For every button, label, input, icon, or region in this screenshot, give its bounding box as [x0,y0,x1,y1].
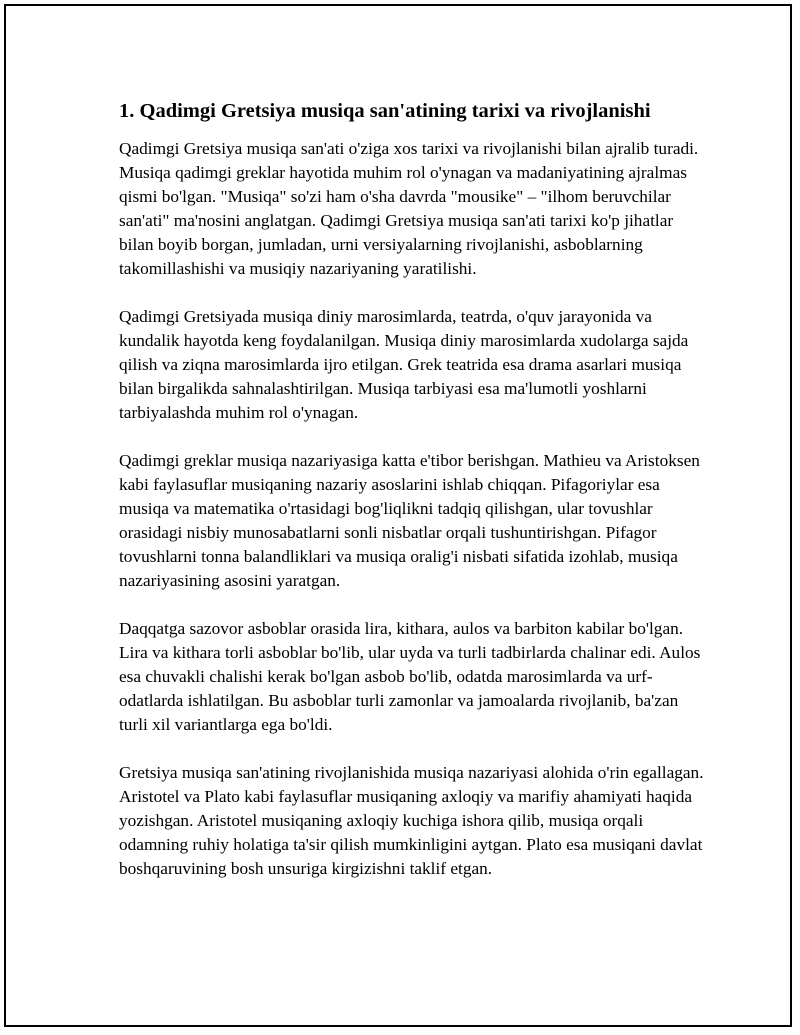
page-frame [4,4,792,1027]
paragraph-1: Qadimgi Gretsiya musiqa san'ati o'ziga xos tarixi va rivojlanishi bilan ajralib turadi. Musiqa qadimgi greklar hayotida muhim rol o'ynagan va madaniyatining ajralmas qismi bo'lgan. "Musiqa" so'zi ham o'sha davrda "mousike" – "ilhom beruvchilar san'ati" ma'nosini anglatgan. Qadimgi Gretsiya musiqa san'ati tarixi ko'p jihatlar bilan boyib borgan, jumladan, urni versiyalarning rivojlanishi, asboblarning takomillashishi va musiqiy nazariyaning yaratilishi. [119,139,699,278]
paragraph-3: Qadimgi greklar musiqa nazariyasiga katta e'tibor berishgan. Mathieu va Aristoksen kabi faylasuflar musiqaning nazariy asoslarini ishlab chiqqan. Pifagoriylar esa musiqa va matematika o'rtasidagi bog'liqlikni tadqiq qilishgan, ular tovushlar orasidagi nisbiy munosabatlarni sonli nisbatlar orqali tushuntirishgan. Pifagor tovushlarni tonna balandliklari va musiqa oralig'i nisbati sifatida izohlab, musiqa nazariyasining asosini yaratgan. [119,451,700,590]
document-body [119,96,709,905]
paragraph-4: Daqqatga sazovor asboblar orasida lira, kithara, aulos va barbiton kabilar bo'lgan. Lira va kithara torli asboblar bo'lib, ular uyda va turli tadbirlarda chalinar edi. Aulos esa chuvakli chalishi kerak bo'lgan asbob bo'lib, odatda marosimlarda va urf-odatlarda ishlatilgan. Bu asboblar turli zamonlar va jamoalarda rivojlanib, ba'zan turli xil variantlarga ega bo'ldi. [119,619,701,734]
paragraph-2: Qadimgi Gretsiyada musiqa diniy marosimlarda, teatrda, o'quv jarayonida va kundalik hayotda keng foydalanilgan. Musiqa diniy marosimlarda xudolarga sajda qilish va ziqna marosimlarda ijro etilgan. Grek teatrida esa drama asarlari musiqa bilan birgalikda sahnalashtirilgan. Musiqa tarbiyasi esa ma'lumotli yoshlarni tarbiyalashda muhim rol o'ynagan. [119,307,689,422]
paragraph-5: Gretsiya musiqa san'atining rivojlanishida musiqa nazariyasi alohida o'rin egallagan. Aristotel va Plato kabi faylasuflar musiqaning axloqiy va marifiy ahamiyati haqida yozishgan. Aristotel musiqaning axloqiy kuchiga ishora qilib, musiqa orqali odamning ruhiy holatiga ta'sir qilish mumkinligini aytgan. Plato esa musiqani davlat boshqaruvining bosh unsuriga kirgizishni taklif etgan. [119,763,704,878]
section-heading: 1. Qadimgi Gretsiya musiqa san'atining tarixi va rivojlanishi [119,100,651,122]
